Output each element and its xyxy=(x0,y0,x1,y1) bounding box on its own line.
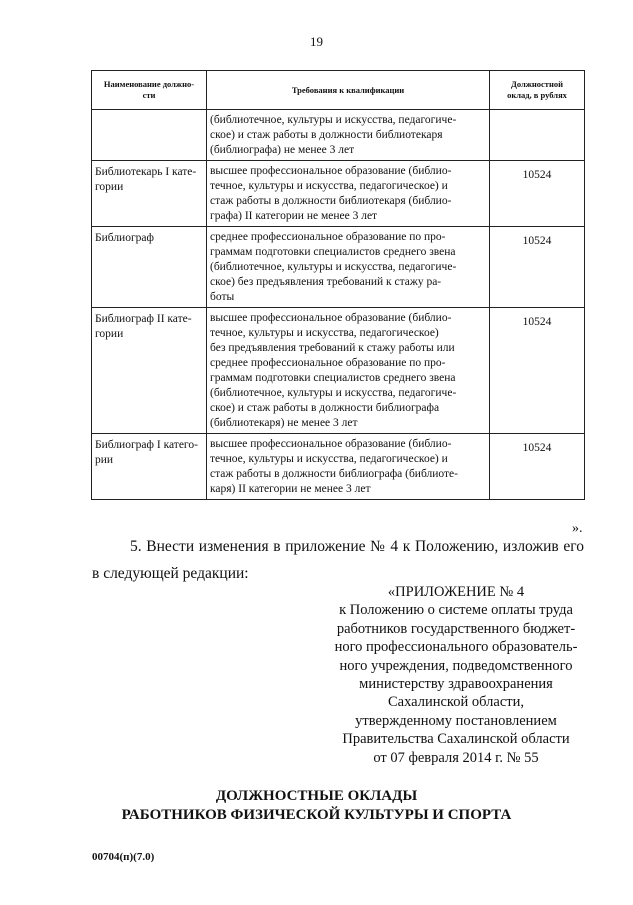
heading-line-1: ДОЛЖНОСТНЫЕ ОКЛАДЫ xyxy=(215,788,418,804)
document-code: 00704(п)(7.0) xyxy=(92,851,155,863)
position-line: рии xyxy=(95,454,114,466)
appendix-line: «ПРИЛОЖЕНИЕ № 4 xyxy=(387,584,525,600)
cell-position xyxy=(92,434,207,500)
appendix-line: Сахалинской области, xyxy=(388,694,524,711)
header-requirements: Требования к квалификации xyxy=(207,71,490,110)
table-row xyxy=(92,434,585,500)
requirements-line: ское) и стаж работы в должности библиографа xyxy=(210,402,440,414)
position-line: Библиограф I катего- xyxy=(95,439,198,451)
position-line: гории xyxy=(95,328,124,340)
section-heading xyxy=(0,787,633,825)
requirements-line: (библиотекаря) не менее 3 лет xyxy=(210,417,358,429)
table-header-row xyxy=(92,71,585,110)
table-row xyxy=(92,110,585,161)
cell-salary: 10524 xyxy=(490,161,585,227)
requirements-line: высшее профессиональное образование (библио- xyxy=(210,165,452,177)
appendix-line: утвержденному постановлением xyxy=(355,712,557,729)
requirements-line: (библиографа) не менее 3 лет xyxy=(210,144,355,156)
page-number: 19 xyxy=(310,34,323,49)
requirements-line: (библиотечное, культуры и искусства, педагогиче- xyxy=(210,387,457,399)
appendix-line: от 07 февраля 2014 г. № 55 xyxy=(373,749,539,766)
table-row xyxy=(92,308,585,434)
requirements-line: (библиотечное, культуры и искусства, педагогиче- xyxy=(210,114,457,126)
requirements-line: стаж работы в должности библиотекаря (библио- xyxy=(210,195,452,207)
appendix-line: ного профессионального образователь- xyxy=(334,639,578,656)
requirements-line: течное, культуры и искусства, педагогическое) и xyxy=(210,453,448,465)
header-position: Наименование должно- сти xyxy=(92,71,207,110)
qualification-table xyxy=(91,70,585,500)
requirements-line: высшее профессиональное образование (библио- xyxy=(210,438,452,450)
requirements-line: высшее профессиональное образование (библио- xyxy=(210,312,452,324)
requirements-line: каря) II категории не менее 3 лет xyxy=(210,483,371,495)
cell-requirements xyxy=(207,227,490,308)
cell-salary: 10524 xyxy=(490,227,585,308)
appendix-line: Правительства Сахалинской области xyxy=(342,731,570,748)
requirements-line: боты xyxy=(210,291,235,303)
cell-salary: 10524 xyxy=(490,434,585,500)
position-line: Библиотекарь I кате- xyxy=(95,166,197,178)
appendix-line: министерству здравоохранения xyxy=(359,676,553,693)
position-line: Библиограф xyxy=(95,232,154,244)
requirements-line: ское) и стаж работы в должности библиотекаря xyxy=(210,129,443,141)
requirements-line: стаж работы в должности библиографа (библиоте- xyxy=(210,468,458,480)
table-row xyxy=(92,161,585,227)
requirements-line: среднее профессиональное образование по про- xyxy=(210,231,446,243)
appendix-line: ного учреждения, подведомственного xyxy=(339,657,573,674)
header-salary: Должностной оклад, в рублях xyxy=(490,71,585,110)
cell-position xyxy=(92,227,207,308)
cell-requirements xyxy=(207,110,490,161)
position-line: Библиограф II кате- xyxy=(95,313,192,325)
table-row xyxy=(92,227,585,308)
cell-requirements xyxy=(207,308,490,434)
cell-requirements xyxy=(207,161,490,227)
requirements-line: течное, культуры и искусства, педагогическое) и xyxy=(210,180,448,192)
requirements-line: среднее профессиональное образование по про- xyxy=(210,357,446,369)
heading-line-2: РАБОТНИКОВ ФИЗИЧЕСКОЙ КУЛЬТУРЫ И СПОРТА xyxy=(121,807,512,823)
cell-salary xyxy=(490,110,585,161)
appendix-block xyxy=(320,583,592,767)
requirements-line: графа) II категории не менее 3 лет xyxy=(210,210,378,222)
cell-position xyxy=(92,161,207,227)
cell-requirements xyxy=(207,434,490,500)
cell-salary: 10524 xyxy=(490,308,585,434)
paragraph-5: 5. Внести изменения в приложение № 4 к Положению, изложив его в следующей редакции: xyxy=(92,538,584,582)
requirements-line: без предъявления требований к стажу работы или xyxy=(210,342,455,354)
appendix-line: к Положению о системе оплаты труда xyxy=(339,602,573,619)
header-position-l1: Наименование должно- xyxy=(103,79,195,89)
requirements-line: течное, культуры и искусства, педагогическое) xyxy=(210,327,439,339)
appendix-line: работников государственного бюджет- xyxy=(336,620,576,637)
cell-position xyxy=(92,308,207,434)
requirements-line: граммам подготовки специалистов среднего звена xyxy=(210,246,456,258)
requirements-line: граммам подготовки специалистов среднего звена xyxy=(210,372,456,384)
cell-position xyxy=(92,110,207,161)
requirements-line: ское) без предъявления требований к стажу ра- xyxy=(210,276,442,288)
closing-quote: ». xyxy=(572,521,583,536)
position-line: гории xyxy=(95,181,124,193)
requirements-line: (библиотечное, культуры и искусства, педагогиче- xyxy=(210,261,457,273)
